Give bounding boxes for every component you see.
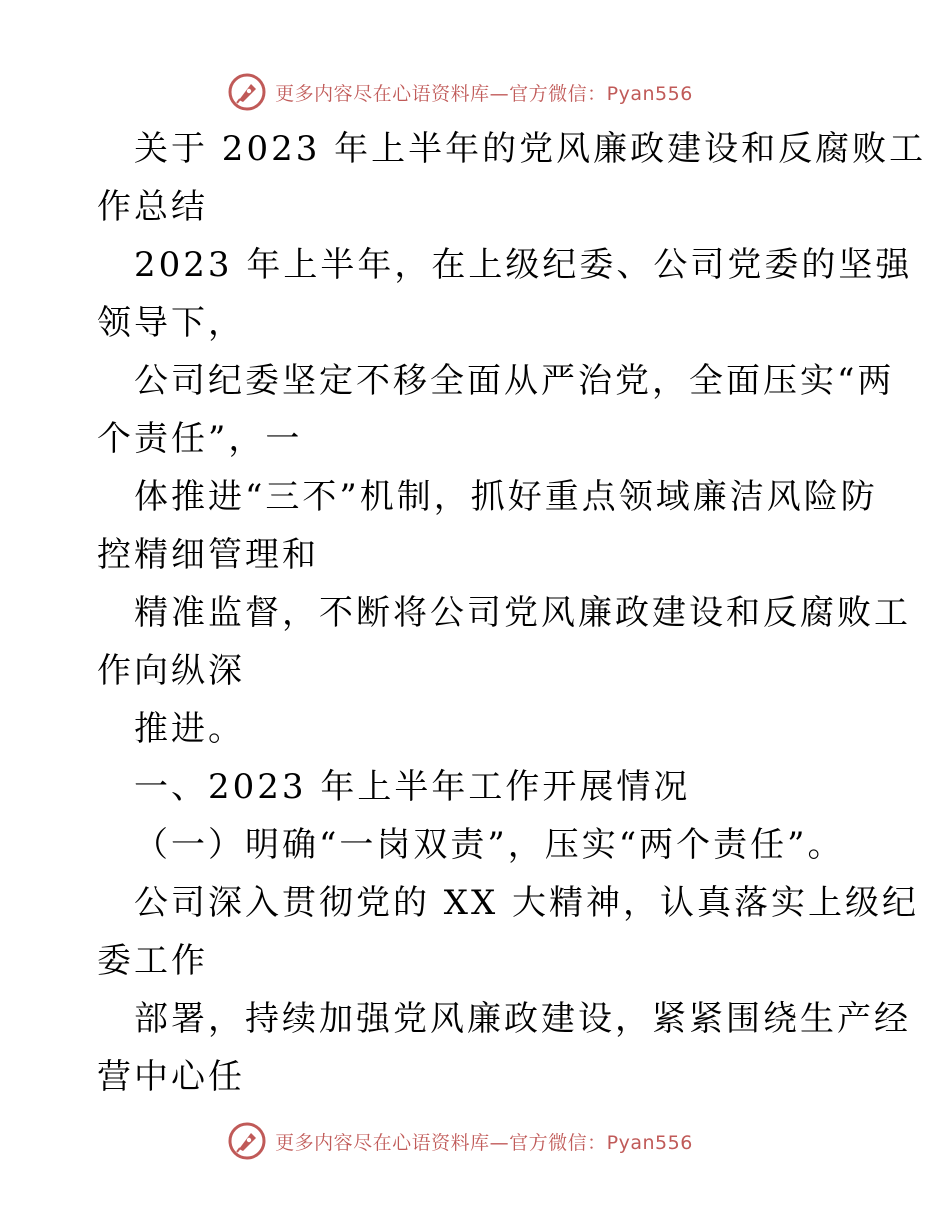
text-line: 关于 2023 年上半年的党风廉政建设和反腐败工	[134, 129, 927, 169]
footer-watermark	[0, 1119, 950, 1163]
watermark-text: 更多内容尽在心语资料库—官方微信：Pyan556	[275, 82, 693, 105]
header-watermark	[0, 70, 950, 114]
section-heading: 一、2023 年上半年工作开展情况	[134, 767, 691, 807]
text-line: 作向纵深	[97, 651, 245, 691]
text-line: 公司纪委坚定不移全面从严治党，全面压实“两	[134, 361, 895, 401]
text-line: 部署，持续加强党风廉政建设，紧紧围绕生产经	[134, 999, 911, 1039]
watermark-text: 更多内容尽在心语资料库—官方微信：Pyan556	[275, 1131, 693, 1154]
text-line: 公司深入贯彻党的 XX 大精神，认真落实上级纪	[134, 883, 920, 923]
subsection-heading: （一）明确“一岗双责”，压实“两个责任”。	[134, 825, 845, 865]
text-line: 委工作	[97, 941, 208, 981]
text-line: 个责任”，一	[97, 419, 303, 459]
text-line: 控精细管理和	[97, 535, 319, 575]
text-line: 作总结	[97, 187, 208, 227]
document-body	[97, 120, 927, 1106]
pen-nib-logo-icon	[227, 1121, 267, 1161]
text-line: 体推进“三不”机制，抓好重点领域廉洁风险防	[134, 477, 878, 517]
text-line: 领导下，	[97, 303, 245, 343]
pen-nib-logo-icon	[227, 72, 267, 112]
text-line: 推进。	[134, 709, 245, 749]
text-line: 2023 年上半年，在上级纪委、公司党委的坚强	[134, 245, 913, 285]
text-line: 营中心任	[97, 1057, 245, 1097]
text-line: 精准监督，不断将公司党风廉政建设和反腐败工	[134, 593, 911, 633]
